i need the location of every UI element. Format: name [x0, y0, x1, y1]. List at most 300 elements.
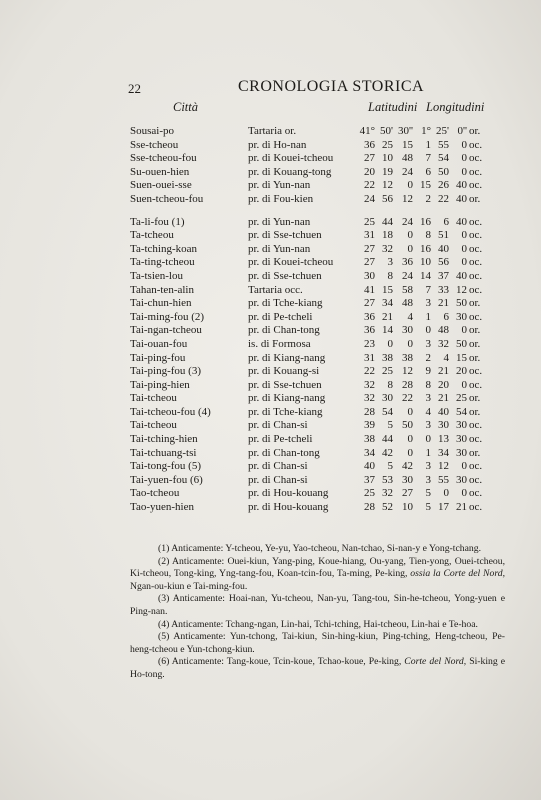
table-row: [130, 487, 510, 501]
latitude-value: 38: [364, 433, 375, 446]
latitude-value: 36: [364, 138, 375, 151]
longitude-value: 50: [438, 165, 449, 178]
latitude-value: 22: [364, 179, 375, 192]
longitude-value: 30: [456, 433, 467, 446]
province: pr. di Kouang-si: [248, 365, 320, 378]
province: pr. di Kiang-nang: [248, 351, 326, 364]
latitude-value: 27: [364, 256, 375, 269]
longitude-value: 7: [425, 152, 431, 165]
longitude-value: 51: [438, 229, 449, 242]
latitude-value: 31: [364, 351, 375, 364]
longitude-direction: oc.: [469, 165, 483, 178]
longitude-direction: oc.: [469, 152, 483, 165]
province: pr. di Pe-tcheli: [248, 310, 313, 323]
footnote-number: (2): [158, 555, 170, 567]
latitude-value: 0: [407, 446, 413, 459]
table-row: [130, 166, 510, 180]
latitude-value: 32: [364, 378, 375, 391]
latitude-value: 0: [407, 242, 413, 255]
longitude-value: 13: [438, 433, 449, 446]
longitude-value: 0: [461, 324, 467, 337]
longitude-value: 26: [438, 179, 449, 192]
table-row: [130, 460, 510, 474]
province: pr. di Kiang-nang: [248, 392, 326, 405]
longitude-value: 0: [425, 324, 431, 337]
table-row: [130, 179, 510, 193]
latitude-value: 24: [402, 269, 413, 282]
city-name: Sousai-po: [130, 125, 174, 137]
table-row: [130, 365, 510, 379]
longitude-value: 0: [461, 152, 467, 165]
province: pr. di Kouang-tong: [248, 165, 332, 178]
longitude-direction: or.: [469, 192, 481, 205]
table-row: [130, 125, 510, 139]
longitude-direction: oc.: [469, 310, 483, 323]
table-row: [130, 419, 510, 433]
latitude-value: 10: [402, 501, 413, 514]
table-row: [130, 297, 510, 311]
table-row: [130, 139, 510, 153]
longitude-direction: oc.: [469, 473, 483, 486]
latitude-value: 15: [402, 138, 413, 151]
latitude-value: 4: [407, 310, 413, 323]
longitude-value: 22: [438, 192, 449, 205]
running-title: CRONOLOGIA STORICA: [238, 78, 425, 95]
city-name: Su-ouen-hien: [130, 165, 190, 178]
latitude-value: 18: [382, 229, 393, 242]
longitude-direction: oc.: [469, 229, 483, 242]
longitude-value: 1: [425, 310, 431, 323]
longitude-direction: oc.: [469, 419, 483, 432]
column-headers: [128, 100, 518, 118]
city-name: Tahan-ten-alin: [130, 283, 194, 296]
longitude-value: 1: [425, 446, 431, 459]
latitude-value: 0: [407, 433, 413, 446]
footnote-italic: ossia la Corte del Nord,: [410, 568, 506, 580]
footnote: [130, 593, 505, 618]
latitude-value: 25: [382, 138, 393, 151]
longitude-value: 2: [425, 351, 431, 364]
longitude-value: 5: [425, 487, 431, 500]
province: pr. di Kouei-tcheou: [248, 152, 334, 165]
city-name: Tai-tong-fou (5): [130, 460, 202, 473]
footnote-number: (4): [158, 618, 170, 630]
province: pr. di Yun-nan: [248, 179, 311, 192]
latitude-value: 30: [402, 324, 413, 337]
longitude-value: 3: [425, 419, 431, 432]
latitude-value: 56: [382, 192, 393, 205]
longitude-direction: oc.: [469, 269, 483, 282]
longitude-value: 0: [461, 378, 467, 391]
longitude-direction: oc.: [469, 433, 483, 446]
longitude-value: 33: [438, 283, 449, 296]
column-header-longitudini: Longitudini: [426, 100, 485, 114]
city-name: Tai-ngan-tcheou: [130, 324, 202, 337]
table-row: [130, 229, 510, 243]
longitude-value: 21: [438, 365, 449, 378]
longitude-value: 3: [425, 460, 431, 473]
column-header-citta: Città: [173, 100, 199, 114]
table-row: [130, 447, 510, 461]
latitude-value: 32: [364, 392, 375, 405]
latitude-value: 48: [402, 152, 413, 165]
city-name: Tai-ming-fou (2): [130, 310, 205, 323]
latitude-value: 8: [387, 269, 393, 282]
longitude-value: 21: [456, 501, 467, 514]
table-row: [130, 474, 510, 488]
longitude-value: 2: [425, 192, 431, 205]
city-name: Ta-li-fou (1): [130, 215, 185, 228]
longitude-value: 34: [438, 446, 449, 459]
longitude-value: 8: [425, 378, 431, 391]
latitude-value: 15: [382, 283, 393, 296]
province: pr. di Pe-tcheli: [248, 433, 313, 446]
longitude-value: 40: [456, 179, 467, 192]
longitude-value: 30: [456, 446, 467, 459]
longitude-value: 20: [438, 378, 449, 391]
row-gap: [130, 207, 510, 216]
latitude-value: 3: [387, 256, 393, 269]
latitude-value: 12: [402, 192, 413, 205]
page-header: [128, 78, 518, 100]
footnote-number: (5): [158, 631, 170, 643]
latitude-value: 14: [382, 324, 393, 337]
latitude-value: 8: [387, 378, 393, 391]
longitude-value: 16: [420, 242, 431, 255]
city-name: Tai-ping-fou (3): [130, 365, 202, 378]
latitude-value: 31: [364, 229, 375, 242]
footnote-number: (6): [158, 656, 170, 668]
table-row: [130, 284, 510, 298]
footnote: [130, 556, 505, 594]
longitude-value: 40: [456, 215, 467, 228]
column-header-latitudini: Latitudini: [368, 100, 418, 114]
latitude-value: 30: [382, 392, 393, 405]
footnote: [130, 631, 505, 656]
latitude-value: 24: [402, 165, 413, 178]
city-name: Tai-tcheou: [130, 419, 177, 432]
city-name: Tai-chun-hien: [130, 297, 192, 310]
latitude-value: 19: [382, 165, 393, 178]
latitude-value: 25: [364, 215, 375, 228]
latitude-value: 36: [364, 324, 375, 337]
longitude-value: 25': [436, 125, 449, 137]
table-row: [130, 324, 510, 338]
longitude-value: 21: [438, 297, 449, 310]
table-row: [130, 152, 510, 166]
latitude-value: 41°: [359, 125, 375, 137]
province: pr. di Chan-tong: [248, 324, 320, 337]
longitude-value: 54: [438, 152, 449, 165]
longitude-direction: or.: [469, 392, 481, 405]
longitude-value: 0: [461, 460, 467, 473]
latitude-value: 27: [402, 487, 413, 500]
city-name: Tai-yuen-fou (6): [130, 473, 203, 486]
latitude-value: 36: [402, 256, 413, 269]
province: pr. di Hou-kouang: [248, 501, 329, 514]
latitude-value: 39: [364, 419, 375, 432]
footnote-italic: Corte del Nord,: [404, 656, 467, 668]
longitude-value: 54: [456, 405, 467, 418]
footnote-text: Anticamente: Tang-koue, Tcin-koue, Tchao-koue, Pe-king,: [171, 656, 402, 668]
latitude-value: 50': [380, 125, 393, 137]
longitude-value: 6: [443, 310, 449, 323]
latitude-value: 27: [364, 297, 375, 310]
city-name: Tai-ping-hien: [130, 378, 190, 391]
latitude-value: 0: [407, 405, 413, 418]
longitude-direction: or.: [469, 351, 481, 364]
city-name: Ta-tsien-lou: [130, 269, 183, 282]
longitude-value: 12: [438, 460, 449, 473]
latitude-value: 30: [402, 473, 413, 486]
city-name: Tai-tcheou-fou (4): [130, 405, 211, 418]
latitude-value: 12: [402, 365, 413, 378]
city-name: Ta-tching-koan: [130, 242, 198, 255]
city-name: Tai-tcheou: [130, 392, 177, 405]
latitude-value: 0: [407, 179, 413, 192]
province: pr. di Sse-tchuen: [248, 269, 322, 282]
city-name: Suen-ouei-sse: [130, 179, 192, 192]
longitude-value: 40: [438, 405, 449, 418]
longitude-direction: or.: [469, 324, 481, 337]
table-row: [130, 270, 510, 284]
longitude-value: 20: [456, 365, 467, 378]
latitude-value: 52: [382, 501, 393, 514]
city-name: Ta-ting-tcheou: [130, 256, 195, 269]
longitude-value: 4: [443, 351, 449, 364]
longitude-value: 12: [456, 283, 467, 296]
longitude-direction: or.: [469, 297, 481, 310]
latitude-value: 44: [382, 215, 393, 228]
latitude-value: 5: [387, 419, 393, 432]
latitude-value: 34: [382, 297, 393, 310]
table-row: [130, 243, 510, 257]
latitude-value: 28: [364, 405, 375, 418]
province: pr. di Yun-nan: [248, 242, 311, 255]
longitude-value: 3: [425, 337, 431, 350]
table-row: [130, 379, 510, 393]
page-number: 22: [128, 81, 141, 96]
longitude-value: 0: [461, 138, 467, 151]
footnote-text: Anticamente: Hoai-nan, Yu-tcheou, Nan-yu, Tang-tou, Sin-he-tcheou, Yong-yuen e Ping-nan.: [130, 593, 505, 617]
latitude-value: 24: [402, 215, 413, 228]
longitude-direction: or.: [469, 125, 481, 137]
table-row: [130, 338, 510, 352]
longitude-value: 50: [456, 297, 467, 310]
province: Tartaria or.: [248, 125, 297, 137]
longitude-direction: oc.: [469, 242, 483, 255]
longitude-value: 1: [425, 138, 431, 151]
latitude-value: 0: [387, 337, 393, 350]
latitude-value: 53: [382, 473, 393, 486]
longitude-value: 6: [425, 165, 431, 178]
longitude-value: 0: [461, 229, 467, 242]
table-row: [130, 433, 510, 447]
footnote: [130, 656, 505, 681]
province: pr. di Tche-kiang: [248, 297, 323, 310]
longitude-direction: oc.: [469, 378, 483, 391]
longitude-value: 7: [425, 283, 431, 296]
latitude-value: 54: [382, 405, 393, 418]
latitude-value: 38: [382, 351, 393, 364]
latitude-value: 32: [382, 242, 393, 255]
footnote-text: Anticamente: Yun-tchong, Tai-kiun, Sin-hing-kiun, Ping-tching, Heng-tcheou, Pe-heng-tcheou e Yun-tchong-kiun.: [130, 631, 505, 655]
footnote-text-end: Si-king e Ho-tong.: [130, 656, 506, 680]
city-name: Ta-tcheou: [130, 229, 174, 242]
longitude-value: 40: [456, 192, 467, 205]
table-row: [130, 406, 510, 420]
province: pr. di Sse-tchuen: [248, 378, 322, 391]
table-row: [130, 392, 510, 406]
latitude-value: 58: [402, 283, 413, 296]
footnote-text-end: Ngan-ou-kiun e Tai-ming-fou.: [130, 580, 248, 592]
longitude-value: 9: [425, 365, 431, 378]
longitude-value: 50: [456, 337, 467, 350]
table-row: [130, 311, 510, 325]
latitude-value: 28: [402, 378, 413, 391]
latitude-value: 23: [364, 337, 375, 350]
longitude-direction: oc.: [469, 365, 483, 378]
latitude-value: 25: [382, 365, 393, 378]
province: is. di Formosa: [248, 337, 311, 350]
longitude-direction: oc.: [469, 487, 483, 500]
province: pr. di Chan-si: [248, 460, 308, 473]
latitude-value: 25: [364, 487, 375, 500]
city-name: Suen-tcheou-fou: [130, 192, 204, 205]
footnote-number: (3): [158, 593, 170, 605]
city-name: Tai-ping-fou: [130, 351, 186, 364]
longitude-value: 40: [438, 242, 449, 255]
latitude-value: 50: [402, 419, 413, 432]
city-name: Sse-tcheou-fou: [130, 152, 197, 165]
province: pr. di Yun-nan: [248, 215, 311, 228]
table-row: [130, 216, 510, 230]
latitude-value: 10: [382, 152, 393, 165]
table-row: [130, 256, 510, 270]
latitude-value: 28: [364, 501, 375, 514]
longitude-value: 21: [438, 392, 449, 405]
longitude-value: 5: [425, 501, 431, 514]
latitude-value: 30'': [398, 125, 413, 137]
latitude-value: 37: [364, 473, 375, 486]
longitude-direction: oc.: [469, 283, 483, 296]
longitude-direction: oc.: [469, 215, 483, 228]
latitude-value: 5: [387, 460, 393, 473]
city-name: Tao-yuen-hien: [130, 501, 194, 514]
longitude-value: 30: [456, 419, 467, 432]
province: pr. di Chan-si: [248, 419, 308, 432]
longitude-value: 1°: [421, 125, 431, 137]
footnote-text: Anticamente: Tchang-ngan, Lin-hai, Tchi-tching, Hai-tcheou, Lin-hai e Te-hoa.: [171, 618, 478, 630]
longitude-value: 17: [438, 501, 449, 514]
province: pr. di Kouei-tcheou: [248, 256, 334, 269]
longitude-value: 0: [461, 242, 467, 255]
longitude-value: 0: [461, 487, 467, 500]
province: pr. di Ho-nan: [248, 138, 307, 151]
longitude-direction: or.: [469, 446, 481, 459]
longitude-value: 55: [438, 138, 449, 151]
longitude-direction: oc.: [469, 256, 483, 269]
longitude-value: 30: [438, 419, 449, 432]
province: pr. di Sse-tchuen: [248, 229, 322, 242]
longitude-value: 37: [438, 269, 449, 282]
longitude-value: 15: [456, 351, 467, 364]
longitude-value: 30: [456, 473, 467, 486]
longitude-value: 0: [425, 433, 431, 446]
footnote-text: Anticamente: Ouei-kiun, Yang-ping, Koue-hiang, Ou-yang, Tien-yong, Ouei-tcheou, Ki-tcheou, Tong-king, Yng-tang-fou, Koan-tcin-fou, Ta-ming, Pe-king,: [130, 555, 505, 580]
longitude-value: 25: [456, 392, 467, 405]
longitude-value: 30: [456, 310, 467, 323]
latitude-value: 20: [364, 165, 375, 178]
longitude-value: 56: [438, 256, 449, 269]
city-name: Tai-ouan-fou: [130, 337, 188, 350]
longitude-value: 0: [461, 256, 467, 269]
longitude-value: 8: [425, 229, 431, 242]
footnotes: [130, 543, 505, 682]
footnote-text: Anticamente: Y-tcheou, Ye-yu, Yao-tcheou, Nan-tchao, Si-nan-y e Yong-tchang.: [171, 543, 482, 554]
latitude-value: 30: [364, 269, 375, 282]
latitude-value: 42: [382, 446, 393, 459]
latitude-value: 32: [382, 487, 393, 500]
latitude-value: 48: [402, 297, 413, 310]
longitude-value: 3: [425, 473, 431, 486]
longitude-value: 55: [438, 473, 449, 486]
longitude-value: 3: [425, 297, 431, 310]
longitude-value: 48: [438, 324, 449, 337]
latitude-value: 22: [402, 392, 413, 405]
latitude-value: 0: [407, 337, 413, 350]
province: pr. di Fou-kien: [248, 192, 314, 205]
latitude-value: 40: [364, 460, 375, 473]
longitude-value: 4: [425, 405, 431, 418]
latitude-value: 0: [407, 229, 413, 242]
latitude-value: 22: [364, 365, 375, 378]
latitude-value: 41: [364, 283, 375, 296]
longitude-value: 40: [456, 269, 467, 282]
longitude-value: 10: [420, 256, 431, 269]
province: pr. di Chan-si: [248, 473, 308, 486]
longitude-direction: oc.: [469, 501, 483, 514]
latitude-value: 44: [382, 433, 393, 446]
longitude-direction: or.: [469, 337, 481, 350]
longitude-value: 3: [425, 392, 431, 405]
footnote-number: (1): [158, 543, 170, 554]
province: pr. di Tche-kiang: [248, 405, 323, 418]
table-row: [130, 501, 510, 515]
city-name: Tai-tchuang-tsi: [130, 446, 197, 459]
longitude-direction: or.: [469, 405, 481, 418]
longitude-direction: oc.: [469, 179, 483, 192]
longitude-value: 14: [420, 269, 431, 282]
latitude-value: 36: [364, 310, 375, 323]
longitude-value: 6: [443, 215, 449, 228]
city-name: Tai-tching-hien: [130, 433, 198, 446]
longitude-value: 16: [420, 215, 431, 228]
longitude-value: 0'': [457, 125, 467, 137]
province: pr. di Hou-kouang: [248, 487, 329, 500]
city-name: Sse-tcheou: [130, 138, 179, 151]
longitude-value: 0: [443, 487, 449, 500]
latitude-value: 27: [364, 152, 375, 165]
longitude-direction: oc.: [469, 138, 483, 151]
longitude-value: 0: [461, 165, 467, 178]
latitude-value: 27: [364, 242, 375, 255]
footnote: [130, 619, 505, 632]
latitude-value: 12: [382, 179, 393, 192]
city-name: Tao-tcheou: [130, 487, 180, 500]
table-row: [130, 193, 510, 207]
latitude-value: 34: [364, 446, 375, 459]
